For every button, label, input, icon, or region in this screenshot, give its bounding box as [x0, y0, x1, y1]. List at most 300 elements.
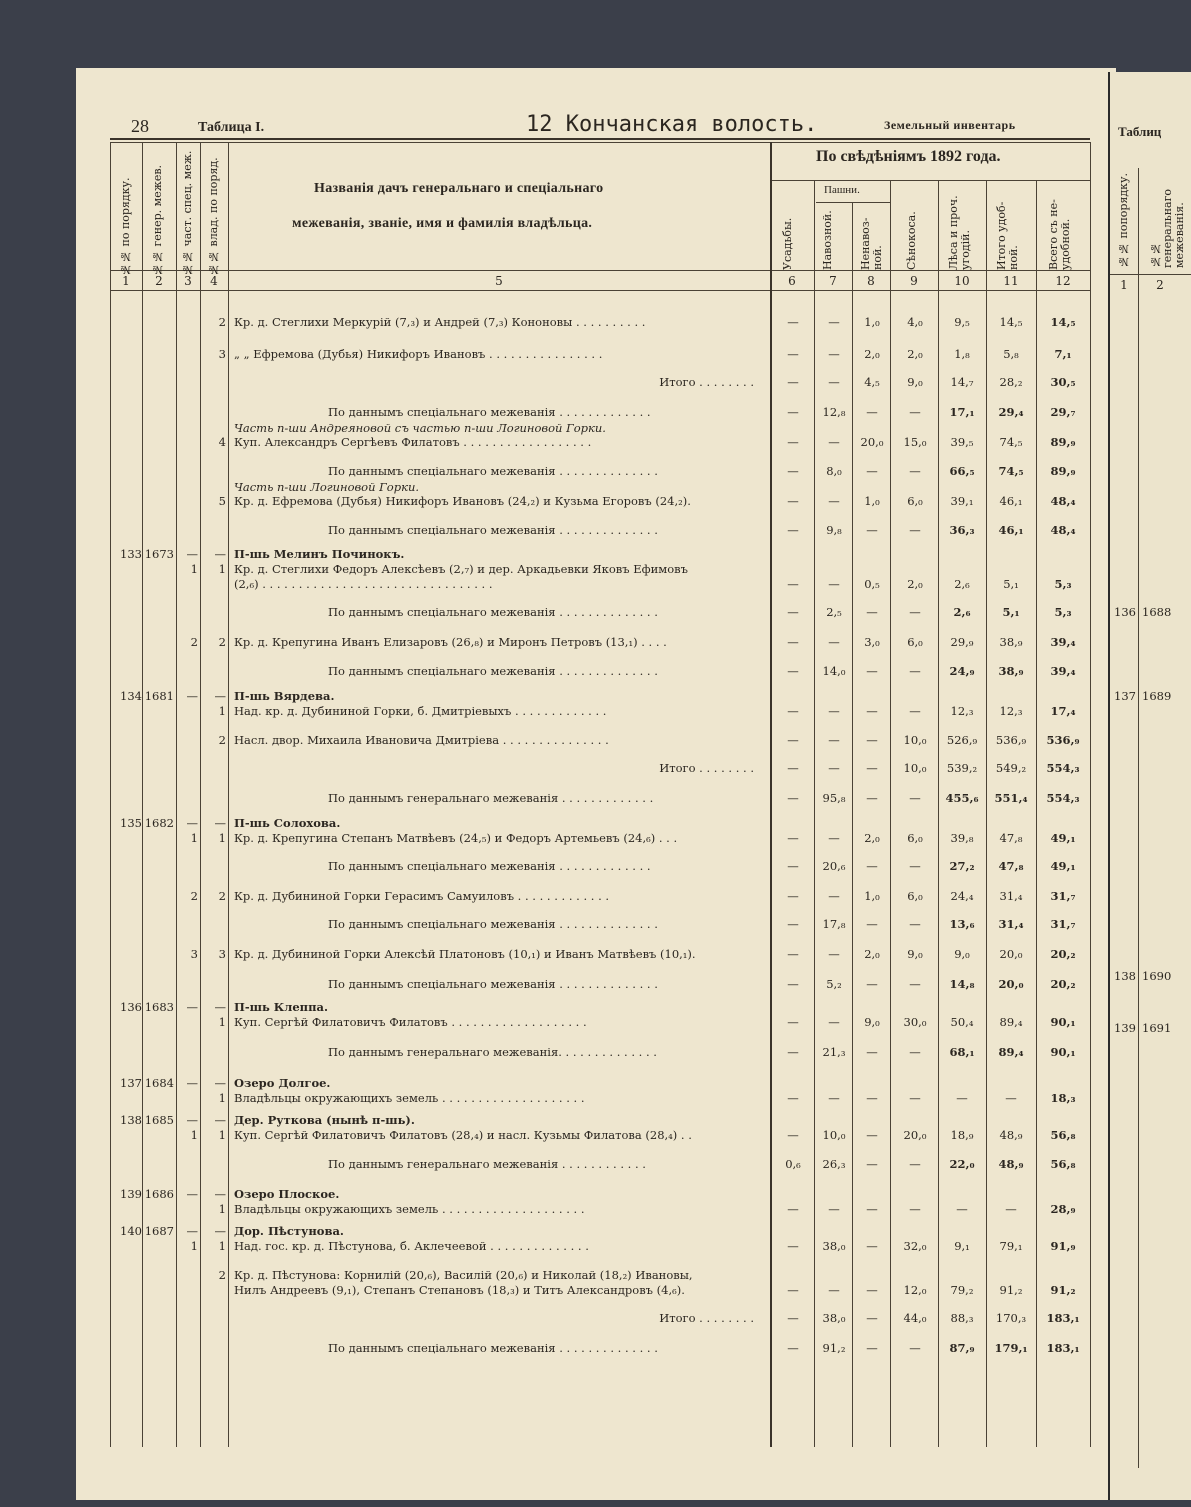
value-col-7: 12,₈	[822, 405, 846, 419]
table-row	[76, 858, 1116, 874]
value-col-11: 46,₁	[999, 494, 1023, 508]
row-description: П-шь Вярдева.	[234, 689, 335, 703]
table-row	[76, 374, 1116, 390]
col-num-6: 6	[788, 274, 796, 288]
row-description: По даннымъ спеціальнаго межеванія . . . . . . . . . . . . . .	[328, 1341, 658, 1355]
cell-c3: —	[186, 1187, 198, 1201]
value-col-11: 20,₀	[999, 947, 1023, 961]
value-col-11: 5,₁	[1002, 605, 1020, 619]
cell-c4: 2	[218, 733, 226, 747]
table-row	[76, 1223, 1116, 1239]
value-col-10: 14,₇	[950, 375, 974, 389]
row-description: Дер. Руткова (нынѣ п-шь).	[234, 1113, 415, 1127]
table-row	[76, 1112, 1116, 1128]
value-col-12: 554,₃	[1046, 761, 1080, 775]
value-col-12: 91,₉	[1050, 1239, 1076, 1253]
cell-c4: 4	[218, 435, 226, 449]
value-col-9: —	[909, 1045, 921, 1059]
value-col-8: —	[866, 1091, 878, 1105]
row-description: Дор. Пѣстунова.	[234, 1224, 344, 1238]
cell-c3: 1	[190, 1128, 198, 1142]
table-top-rule	[110, 138, 1090, 140]
value-col-10: 68,₁	[949, 1045, 975, 1059]
value-col-11: 74,₅	[998, 464, 1024, 478]
row-description: Кр. д. Крепугина Степанъ Матвѣевъ (24,₅) и Федоръ Артемьевъ (24,₆) . . .	[234, 831, 678, 845]
value-col-8: —	[866, 704, 878, 718]
value-col-8: —	[866, 1202, 878, 1216]
table-row	[76, 346, 1116, 362]
value-col-7: —	[828, 347, 840, 361]
table-row	[76, 1090, 1116, 1106]
value-col-9: —	[909, 523, 921, 537]
value-col-12: 554,₃	[1046, 791, 1080, 805]
row-description: По даннымъ генеральнаго межеванія. . . . . . . . . . . . . .	[328, 1045, 657, 1059]
value-col-12: 31,₇	[1050, 889, 1076, 903]
value-col-11: —	[1005, 1202, 1017, 1216]
value-col-6: —	[787, 859, 799, 873]
value-col-9: 6,₀	[907, 889, 923, 903]
value-col-7: 21,₃	[822, 1045, 846, 1059]
value-col-11: 47,₈	[999, 831, 1023, 845]
table-row	[76, 1014, 1116, 1030]
value-col-12: 49,₁	[1050, 831, 1076, 845]
value-col-8: —	[866, 917, 878, 931]
value-col-12: 89,₉	[1050, 435, 1076, 449]
cell-c4: —	[214, 816, 226, 830]
value-col-10: 455,₆	[945, 791, 979, 805]
value-col-8: 20,₀	[860, 435, 884, 449]
value-col-11: 74,₅	[999, 435, 1023, 449]
table-row	[76, 1267, 1116, 1283]
value-col-10: 14,₈	[949, 977, 975, 991]
value-col-8: —	[866, 1341, 878, 1355]
row-description: Куп. Александръ Сергѣевъ Филатовъ . . . . . . . . . . . . . . . . . .	[234, 435, 592, 449]
cell-c2: 1684	[144, 1076, 174, 1090]
value-col-11: 79,₁	[999, 1239, 1023, 1253]
cell-c1: 138	[120, 1113, 142, 1127]
adjacent-col-header-order: №№ попорядку.	[1117, 172, 1130, 268]
col-header-homesteads: Усадьбы.	[781, 217, 794, 270]
value-col-12: 7,₁	[1054, 347, 1072, 361]
row-description: Итого . . . . . . . .	[659, 375, 754, 389]
value-col-10: 24,₄	[950, 889, 974, 903]
cell-c1: 139	[120, 1187, 142, 1201]
value-col-8: —	[866, 761, 878, 775]
adjacent-cell-gen: 1691	[1142, 1021, 1172, 1035]
adjacent-cell-order: 138	[1114, 969, 1136, 983]
cell-c2: 1673	[144, 547, 174, 561]
value-col-10: 50,₄	[950, 1015, 974, 1029]
value-col-6: —	[787, 577, 799, 591]
table-row	[76, 916, 1116, 932]
value-col-6: —	[787, 1341, 799, 1355]
row-description: По даннымъ спеціальнаго межеванія . . . . . . . . . . . . . .	[328, 464, 658, 478]
table-row	[76, 522, 1116, 538]
value-col-11: 48,₉	[999, 1128, 1023, 1142]
value-col-11: 38,₉	[998, 664, 1024, 678]
col-header-owner-order: №№ влад. по поряд.	[207, 157, 220, 276]
table-row	[76, 1282, 1116, 1298]
cell-c4: 1	[218, 562, 226, 576]
row-description: Насл. двор. Михаила Ивановича Дмитріева . . . . . . . . . . . . . . .	[234, 733, 609, 747]
table-row	[76, 976, 1116, 992]
table-row	[76, 314, 1116, 330]
table-row	[76, 404, 1116, 420]
cell-c4: 1	[218, 704, 226, 718]
value-col-12: 20,₂	[1050, 977, 1076, 991]
cell-c4: 1	[218, 831, 226, 845]
value-col-6: —	[787, 761, 799, 775]
value-col-9: —	[909, 664, 921, 678]
col-num-11: 11	[1003, 274, 1019, 288]
cell-c4: 1	[218, 1128, 226, 1142]
page-number: 28	[131, 116, 149, 136]
value-col-9: —	[909, 1202, 921, 1216]
value-col-8: —	[866, 1311, 878, 1325]
adjacent-row	[1110, 688, 1191, 704]
value-col-8: —	[866, 1045, 878, 1059]
col-num-7: 7	[829, 274, 837, 288]
row-description: П-шь Мелинъ Починокъ.	[234, 547, 405, 561]
value-col-6: —	[787, 1091, 799, 1105]
row-description: Озеро Плоское.	[234, 1187, 340, 1201]
cell-c1: 137	[120, 1076, 142, 1090]
value-col-9: —	[909, 791, 921, 805]
value-col-10: 88,₃	[950, 1311, 974, 1325]
value-col-7: —	[828, 494, 840, 508]
value-col-10: 39,₈	[950, 831, 974, 845]
value-col-11: 89,₄	[999, 1015, 1023, 1029]
value-col-12: 91,₂	[1050, 1283, 1076, 1297]
value-col-11: 31,₄	[999, 889, 1023, 903]
value-col-7: —	[828, 577, 840, 591]
adjacent-page	[1108, 72, 1191, 1500]
value-col-12: 5,₃	[1054, 605, 1072, 619]
col-num-3: 3	[184, 274, 192, 288]
cell-c4: 5	[218, 494, 226, 508]
value-col-6: —	[787, 704, 799, 718]
value-col-9: 6,₀	[907, 635, 923, 649]
cell-c3: —	[186, 689, 198, 703]
adjacent-table-label: Таблиц	[1118, 124, 1162, 139]
value-col-9: 2,₀	[907, 577, 923, 591]
value-col-10: 2,₆	[954, 577, 970, 591]
value-col-11: 29,₄	[998, 405, 1024, 419]
value-col-6: —	[787, 733, 799, 747]
value-col-10: —	[956, 1091, 968, 1105]
adjacent-col-num-2: 2	[1156, 278, 1164, 292]
value-col-12: 48,₄	[1050, 523, 1076, 537]
value-col-11: 89,₄	[998, 1045, 1024, 1059]
value-col-9: —	[909, 405, 921, 419]
row-description: Владѣльцы окружающихъ земель . . . . . . . . . . . . . . . . . . . .	[234, 1091, 585, 1105]
value-col-8: 2,₀	[864, 831, 880, 845]
value-col-11: 46,₁	[998, 523, 1024, 537]
value-col-7: —	[828, 704, 840, 718]
value-col-8: 4,₅	[864, 375, 880, 389]
value-col-12: 28,₉	[1050, 1202, 1076, 1216]
value-col-10: 22,₀	[949, 1157, 975, 1171]
value-col-12: 39,₄	[1050, 664, 1076, 678]
value-col-7: 2,₅	[826, 605, 842, 619]
value-col-6: —	[787, 1128, 799, 1142]
adjacent-cell-gen: 1688	[1142, 605, 1172, 619]
table-row	[76, 561, 1116, 577]
row-description: „ „ Ефремова (Дубья) Никифоръ Ивановъ . . . . . . . . . . . . . . . .	[234, 347, 603, 361]
value-col-9: —	[909, 605, 921, 619]
table-row	[76, 463, 1116, 479]
cell-c4: 1	[218, 1015, 226, 1029]
value-col-7: 38,₀	[822, 1311, 846, 1325]
col-header-hayfield: Сѣнокоса.	[905, 211, 918, 270]
row-description: Над. гос. кр. д. Пѣстунова, б. Аклечеевой . . . . . . . . . . . . . .	[234, 1239, 589, 1253]
adjacent-col-header-gen: №№ генеральнаго межеванія.	[1149, 189, 1186, 268]
value-col-6: —	[787, 523, 799, 537]
value-col-11: 91,₂	[999, 1283, 1023, 1297]
col-header-names-line2: межеванія, званіе, имя и фамилія владѣльца.	[292, 216, 593, 231]
row-description: По даннымъ спеціальнаго межеванія . . . . . . . . . . . . .	[328, 405, 651, 419]
value-col-11: 536,₉	[995, 733, 1027, 747]
cell-c4: 3	[218, 347, 226, 361]
value-col-6: —	[787, 1045, 799, 1059]
col-header-special-survey: №№ част. спец. меж.	[181, 150, 194, 276]
table-row	[76, 1075, 1116, 1091]
table-row	[76, 1127, 1116, 1143]
ledger-page	[76, 68, 1116, 1500]
adjacent-row	[1110, 968, 1191, 984]
value-col-8: —	[866, 733, 878, 747]
value-col-12: 39,₄	[1050, 635, 1076, 649]
value-col-10: 18,₉	[950, 1128, 974, 1142]
value-col-8: 9,₀	[864, 1015, 880, 1029]
value-col-7: 20,₆	[822, 859, 846, 873]
value-col-7: 91,₂	[822, 1341, 846, 1355]
cell-c4: —	[214, 689, 226, 703]
table-row	[76, 546, 1116, 562]
value-col-9: 9,₀	[907, 947, 923, 961]
cell-c4: 2	[218, 889, 226, 903]
value-col-10: 9,₁	[954, 1239, 970, 1253]
row-description: По даннымъ спеціальнаго межеванія . . . . . . . . . . . . . .	[328, 917, 658, 931]
cell-c4: 2	[218, 1268, 226, 1282]
cell-c4: —	[214, 547, 226, 561]
value-col-9: 44,₀	[903, 1311, 927, 1325]
cell-c4: —	[214, 1076, 226, 1090]
cell-c2: 1681	[144, 689, 174, 703]
row-description: По даннымъ генеральнаго межеванія . . . . . . . . . . . .	[328, 1157, 646, 1171]
cell-c1: 133	[120, 547, 142, 561]
value-col-8: 3,₀	[864, 635, 880, 649]
value-col-8: —	[866, 1239, 878, 1253]
value-col-8: —	[866, 977, 878, 991]
value-col-6: —	[787, 889, 799, 903]
value-col-12: 56,₈	[1050, 1157, 1076, 1171]
cell-c3: —	[186, 1224, 198, 1238]
table-row	[76, 663, 1116, 679]
col-header-total-arable: Итого удоб-ной.	[995, 201, 1020, 270]
table-row	[76, 1186, 1116, 1202]
cell-c1: 134	[120, 689, 142, 703]
value-col-8: —	[866, 405, 878, 419]
value-col-6: —	[787, 605, 799, 619]
value-col-6: —	[787, 917, 799, 931]
value-col-7: 9,₈	[826, 523, 842, 537]
value-col-6: —	[787, 977, 799, 991]
table-row	[76, 815, 1116, 831]
group-header-1892: По свѣдѣніямъ 1892 года.	[816, 148, 1001, 165]
value-col-8: —	[866, 791, 878, 805]
table-row	[76, 732, 1116, 748]
value-col-12: 49,₁	[1050, 859, 1076, 873]
cell-c4: 3	[218, 947, 226, 961]
value-col-7: —	[828, 831, 840, 845]
table-row	[76, 1310, 1116, 1326]
value-col-9: —	[909, 977, 921, 991]
value-col-7: —	[828, 635, 840, 649]
value-col-8: 1,₀	[864, 494, 880, 508]
value-col-12: 20,₂	[1050, 947, 1076, 961]
value-col-10: 526,₉	[946, 733, 978, 747]
value-col-12: 89,₉	[1050, 464, 1076, 478]
row-description: Часть п-ши Андреяновой съ частью п-ши Логиновой Горки.	[234, 421, 606, 435]
value-col-6: —	[787, 405, 799, 419]
col-num-10: 10	[954, 274, 970, 288]
value-col-8: —	[866, 464, 878, 478]
col-num-5: 5	[495, 274, 503, 288]
value-col-6: 0,₆	[785, 1157, 801, 1171]
value-col-7: 95,₈	[822, 791, 846, 805]
table-label: Таблица I.	[198, 120, 265, 135]
value-col-9: 10,₀	[903, 761, 927, 775]
row-description: Над. кр. д. Дубининой Горки, б. Дмитріевыхъ . . . . . . . . . . . . .	[234, 704, 607, 718]
value-col-6: —	[787, 1202, 799, 1216]
cell-c3: 2	[190, 889, 198, 903]
value-col-9: 15,₀	[903, 435, 927, 449]
table-row	[76, 576, 1116, 592]
value-col-9: —	[909, 1091, 921, 1105]
table-row	[76, 1238, 1116, 1254]
cell-c3: 2	[190, 635, 198, 649]
value-col-11: —	[1005, 1091, 1017, 1105]
value-col-6: —	[787, 791, 799, 805]
value-col-9: 6,₀	[907, 494, 923, 508]
value-col-10: 29,₉	[950, 635, 974, 649]
section-title: Земельный инвентарь	[884, 118, 1016, 132]
value-col-7: 26,₃	[822, 1157, 846, 1171]
value-col-8: 1,₀	[864, 889, 880, 903]
row-description: Нилъ Андреевъ (9,₁), Степанъ Степановъ (18,₃) и Титъ Александровъ (4,₆).	[234, 1283, 685, 1297]
value-col-11: 31,₄	[998, 917, 1024, 931]
table-row	[76, 888, 1116, 904]
value-col-10: 9,₅	[954, 315, 970, 329]
value-col-6: —	[787, 1283, 799, 1297]
row-description: Итого . . . . . . . .	[659, 761, 754, 775]
cell-c1: 136	[120, 1000, 142, 1014]
value-col-7: —	[828, 733, 840, 747]
value-col-10: 39,₁	[950, 494, 974, 508]
row-description: По даннымъ спеціальнаго межеванія . . . . . . . . . . . . . .	[328, 977, 658, 991]
value-col-7: —	[828, 315, 840, 329]
adjacent-cell-order: 136	[1114, 605, 1136, 619]
value-col-6: —	[787, 1239, 799, 1253]
value-col-10: 24,₉	[949, 664, 975, 678]
value-col-6: —	[787, 347, 799, 361]
row-description: Кр. д. Крепугина Иванъ Елизаровъ (26,₈) и Миронъ Петровъ (13,₁) . . . .	[234, 635, 667, 649]
row-description: Кр. д. Ефремова (Дубья) Никифоръ Ивановъ (24,₂) и Кузьма Егоровъ (24,₂).	[234, 494, 691, 508]
row-description: По даннымъ спеціальнаго межеванія . . . . . . . . . . . . . .	[328, 605, 658, 619]
value-col-6: —	[787, 315, 799, 329]
value-col-6: —	[787, 375, 799, 389]
row-description: По даннымъ генеральнаго межеванія . . . . . . . . . . . . .	[328, 791, 654, 805]
value-col-7: 14,₀	[822, 664, 846, 678]
col-header-unmanured: Ненавоз-ной.	[859, 217, 884, 270]
col-header-forest: Лѣса и проч. угодій.	[947, 195, 972, 270]
value-col-9: 12,₀	[903, 1283, 927, 1297]
value-col-7: —	[828, 889, 840, 903]
value-col-7: —	[828, 1091, 840, 1105]
table-row	[76, 1340, 1116, 1356]
row-description: Владѣльцы окружающихъ земель . . . . . . . . . . . . . . . . . . . .	[234, 1202, 585, 1216]
row-description: (2,₆) . . . . . . . . . . . . . . . . . . . . . . . . . . . . . . . .	[234, 577, 493, 591]
value-col-8: —	[866, 1157, 878, 1171]
value-col-7: 10,₀	[822, 1128, 846, 1142]
value-col-12: 183,₁	[1046, 1341, 1080, 1355]
value-col-7: —	[828, 375, 840, 389]
value-col-12: 48,₄	[1050, 494, 1076, 508]
table-row	[76, 703, 1116, 719]
cell-c4: 2	[218, 635, 226, 649]
value-col-11: 170,₃	[995, 1311, 1027, 1325]
cell-c4: —	[214, 1113, 226, 1127]
value-col-12: 5,₃	[1054, 577, 1072, 591]
row-description: По даннымъ спеціальнаго межеванія . . . . . . . . . . . . . .	[328, 664, 658, 678]
value-col-7: —	[828, 435, 840, 449]
col-num-9: 9	[910, 274, 918, 288]
value-col-6: —	[787, 664, 799, 678]
value-col-12: 18,₃	[1050, 1091, 1076, 1105]
value-col-9: —	[909, 917, 921, 931]
page-title: 12 Кончанская волость.	[526, 112, 818, 137]
value-col-7: —	[828, 1283, 840, 1297]
cell-c1: 140	[120, 1224, 142, 1238]
cell-c2: 1682	[144, 816, 174, 830]
value-col-10: 79,₂	[950, 1283, 974, 1297]
value-col-10: 12,₃	[950, 704, 974, 718]
value-col-12: 30,₅	[1050, 375, 1076, 389]
table-row	[76, 688, 1116, 704]
table-row	[76, 634, 1116, 650]
value-col-10: —	[956, 1202, 968, 1216]
value-col-9: 30,₀	[903, 1015, 927, 1029]
value-col-11: 5,₈	[1003, 347, 1019, 361]
value-col-12: 90,₁	[1050, 1045, 1076, 1059]
value-col-11: 38,₉	[999, 635, 1023, 649]
col-header-total: Всего съ не-удобной.	[1047, 199, 1072, 270]
value-col-10: 17,₁	[949, 405, 975, 419]
table-row	[76, 1201, 1116, 1217]
cell-c2: 1687	[144, 1224, 174, 1238]
row-description: Кр. д. Дубининой Горки Алексѣй Платоновъ (10,₁) и Иванъ Матвѣевъ (10,₁).	[234, 947, 696, 961]
header-bottom-rule	[110, 270, 1090, 271]
table-row	[76, 999, 1116, 1015]
value-col-9: 9,₀	[907, 375, 923, 389]
value-col-10: 2,₆	[953, 605, 971, 619]
cell-c3: 1	[190, 831, 198, 845]
row-description: Кр. д. Стеглихи Меркурій (7,₃) и Андрей (7,₃) Кононовы . . . . . . . . . .	[234, 315, 646, 329]
table-row	[76, 790, 1116, 806]
cell-c3: —	[186, 1113, 198, 1127]
value-col-8: —	[866, 605, 878, 619]
